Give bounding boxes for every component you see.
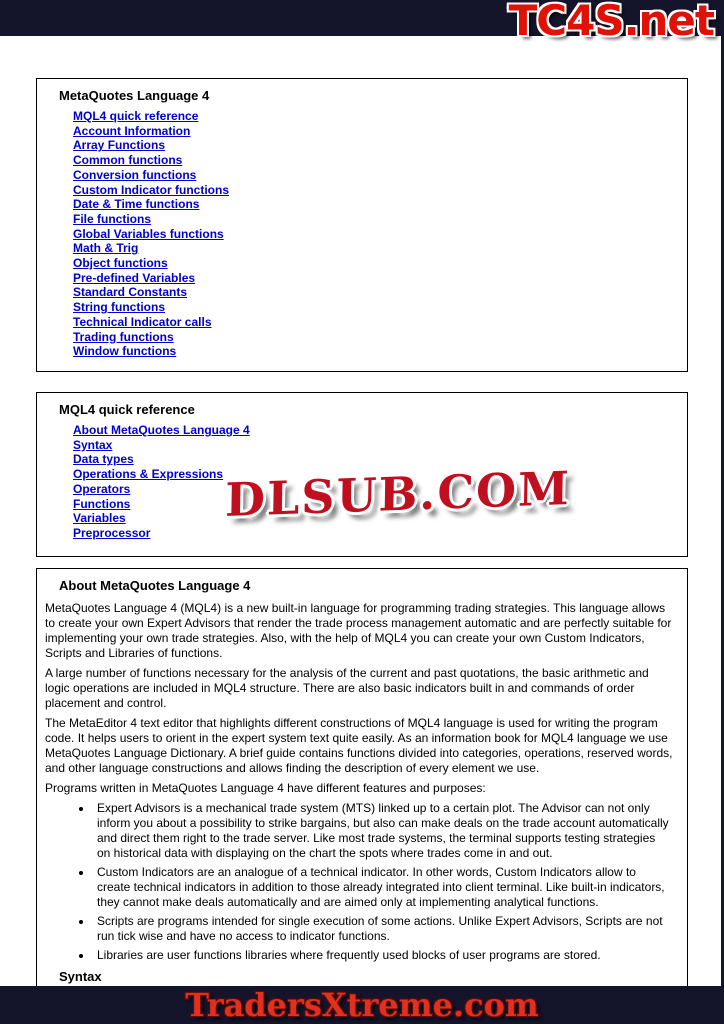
toc-link[interactable]: Account Information xyxy=(73,123,191,138)
toc-box xyxy=(36,78,688,372)
about-paragraphs xyxy=(37,599,675,796)
about-bullet-list xyxy=(37,801,675,963)
toc-link[interactable]: Common functions xyxy=(73,153,183,168)
quickref-title: MQL4 quick reference xyxy=(59,402,195,417)
quickref-link[interactable]: Operators xyxy=(73,481,131,496)
quickref-link[interactable]: Variables xyxy=(73,511,126,526)
toc-link[interactable]: Standard Constants xyxy=(73,285,188,300)
toc-link[interactable]: Pre-defined Variables xyxy=(73,270,196,285)
about-bullet-item: • Expert Advisors is a mechanical trade system (MTS) linked up to a certain plot. The Advisor can not only inform you about a possibility to strike bargains, but also can make deals on the trade account automatically and direct them right to the trade server. Like most trade systems, the terminal supports testing strategies on historical data with displaying on the chart the spots where trades come in and out. xyxy=(93,801,669,861)
quickref-link[interactable]: About MetaQuotes Language 4 xyxy=(73,423,250,437)
toc-link[interactable]: String functions xyxy=(73,300,165,315)
about-bullet-item: • Libraries are user functions libraries where frequently used blocks of user programs are stored. xyxy=(93,948,669,963)
dlsub-watermark: DLSUB.COM xyxy=(224,460,572,528)
quickref-link[interactable]: Functions xyxy=(73,496,131,511)
toc-title: MetaQuotes Language 4 xyxy=(59,88,210,103)
bottom-banner xyxy=(0,986,724,1024)
quickref-link-list xyxy=(37,423,677,541)
quickref-link[interactable]: Data types xyxy=(73,452,134,467)
about-bullet-item: • Custom Indicators are an analogue of a technical indicator. In other words, Custom Indicators allow to create technical indicators in addition to those already integrated into client terminal. Like built-in indicators, they cannot make deals automatically and are aimed only at implementing analytical functions. xyxy=(93,865,669,910)
quickref-link[interactable]: Operations & Expressions xyxy=(73,467,224,482)
about-bullet-item: • Scripts are programs intended for single execution of some actions. Unlike Expert Advisors, Scripts are not run tick wise and have no access to indicator functions. xyxy=(93,914,669,944)
top-banner xyxy=(0,0,724,45)
about-box xyxy=(36,568,688,1022)
quickref-link[interactable]: Syntax xyxy=(73,437,113,452)
about-paragraph: MetaQuotes Language 4 (MQL4) is a new built-in language for programming trading strategies. This language allows to create your own Expert Advisors that render the trade process management automatic and are perfectly suitable for implementing your own trade strategies. Also, with the help of MQL4 you can create your own Custom Indicators, Scripts and Libraries of functions. xyxy=(45,601,672,660)
toc-link[interactable]: Array Functions xyxy=(73,138,166,153)
toc-link[interactable]: Window functions xyxy=(73,344,177,359)
toc-link[interactable]: Date & Time functions xyxy=(73,197,200,212)
syntax-heading: Syntax xyxy=(59,969,102,984)
toc-link[interactable]: Technical Indicator calls xyxy=(73,314,212,329)
about-paragraph: A large number of functions necessary for the analysis of the current and past quotations, the basic arithmetic and logic operations are included in MQL4 structure. There are also basic indicators built in and commands of order placement and control. xyxy=(45,666,649,710)
tradersxtreme-logo: TradersXtreme.com xyxy=(185,986,539,1024)
toc-link[interactable]: Math & Trig xyxy=(73,241,139,256)
toc-link[interactable]: Trading functions xyxy=(73,329,174,344)
toc-link[interactable]: Conversion functions xyxy=(73,167,197,182)
about-title: About MetaQuotes Language 4 xyxy=(59,578,251,593)
about-paragraph: The MetaEditor 4 text editor that highlights different constructions of MQL4 language is used for writing the program code. It helps users to orient in the expert system text quite easily. As an information book for MQL4 language we use MetaQuotes Language Dictionary. A brief guide contains functions divided into categories, operations, reserved words, and other language constructions and allows finding the description of every element we use. xyxy=(45,716,673,775)
toc-link[interactable]: File functions xyxy=(73,211,151,226)
toc-link-list xyxy=(37,109,677,359)
toc-link[interactable]: Object functions xyxy=(73,256,168,271)
quickref-box xyxy=(36,392,688,557)
about-paragraph: Programs written in MetaQuotes Language 4 have different features and purposes: xyxy=(45,781,486,795)
toc-link[interactable]: MQL4 quick reference xyxy=(73,109,199,123)
quickref-link[interactable]: Preprocessor xyxy=(73,525,151,540)
toc-link[interactable]: Global Variables functions xyxy=(73,226,224,241)
toc-link[interactable]: Custom Indicator functions xyxy=(73,182,229,197)
tc4s-logo: TC4S.net xyxy=(508,0,714,45)
